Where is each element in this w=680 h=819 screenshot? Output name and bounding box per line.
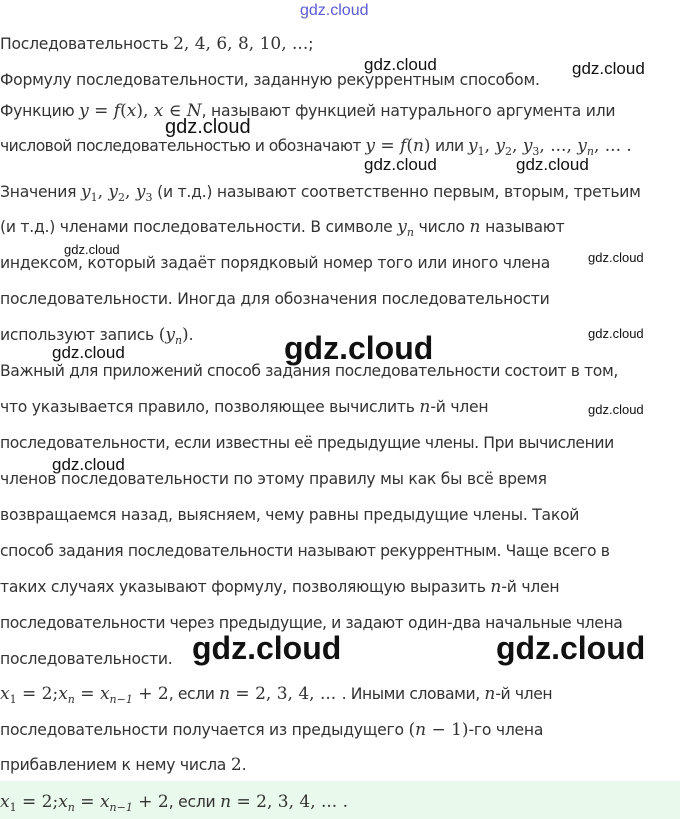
text-segment: .	[241, 756, 247, 774]
math-subscript: n	[67, 693, 75, 707]
math-subscript: n	[174, 334, 183, 348]
text-segment: -й член	[495, 685, 553, 703]
math-subscript: n−1	[109, 693, 133, 707]
text-line	[0, 101, 680, 121]
text-line	[0, 397, 680, 417]
math-op: ,	[97, 182, 109, 202]
watermark-text: gdz.cloud	[165, 116, 251, 138]
math-subscript: 3	[532, 145, 540, 159]
text-segment: или	[430, 137, 468, 155]
math-op: (	[406, 136, 413, 156]
math-subscript: 1	[90, 191, 98, 205]
text-segment: прибавлением к нему числа	[0, 756, 231, 774]
math-subscript: 1	[9, 801, 17, 815]
watermark-text: gdz.cloud	[588, 402, 644, 417]
math-op: , ... .	[593, 136, 632, 156]
math-var: x	[126, 101, 137, 121]
math-op: ,	[484, 136, 496, 156]
math-op: + 2	[132, 684, 169, 704]
text-segment: -й член	[501, 578, 560, 596]
math-op: )	[423, 136, 431, 156]
math-var: y	[365, 136, 375, 156]
math-var: y	[108, 182, 119, 202]
math-var: n	[469, 217, 481, 237]
math-op: =	[88, 101, 114, 121]
text-line	[0, 684, 680, 710]
math-op: =	[374, 136, 401, 156]
text-segment: последовательности, если известны её предыдущие члены. При вычислении	[0, 434, 614, 452]
math-op: = 2, 3, 4, ...	[230, 684, 342, 704]
math-var: f	[400, 136, 407, 156]
math-var: x	[58, 684, 68, 704]
text-line	[0, 182, 680, 208]
math-subscript: 2	[118, 191, 126, 205]
text-segment: Формулу последовательности, заданную рекуррентным способом.	[0, 71, 540, 89]
math-var: y	[135, 182, 146, 202]
text-segment: (и т.д.) называют соответственно первым, вторым, третьим	[152, 183, 641, 201]
text-segment: -й член	[430, 398, 489, 416]
text-segment: индексом, который задаёт порядковый номер того или иного члена	[0, 254, 551, 272]
watermark-text: gdz.cloud	[516, 155, 589, 174]
text-line	[0, 577, 680, 597]
text-line	[0, 505, 680, 525]
watermark-text: gdz.cloud	[300, 2, 369, 19]
text-segment: Функцию	[0, 102, 80, 120]
text-line	[0, 755, 680, 775]
math-subscript: 1	[9, 693, 17, 707]
math-op: , ...,	[539, 136, 578, 156]
math-op: − 1)	[426, 720, 469, 740]
math-subscript: n	[67, 801, 75, 815]
math-segment: 2, 4, 6, 8, 10, ...	[173, 34, 309, 54]
text-line	[0, 792, 680, 818]
watermark-text: gdz.cloud	[588, 250, 644, 265]
text-segment: последовательности получается из предыдущего	[0, 721, 409, 739]
text-segment: таких случаях указывают формулу, позволяющую выразить	[0, 578, 491, 596]
math-op: .	[342, 792, 349, 812]
text-segment: , если	[168, 685, 220, 703]
math-var: n	[219, 684, 231, 704]
watermark-text: gdz.cloud	[64, 242, 120, 257]
text-segment: , называют функцией натурального аргумента или	[201, 102, 616, 120]
text-segment: Значения	[0, 183, 81, 201]
text-segment: членов последовательности по этому правилу мы как бы всё время	[0, 470, 547, 488]
math-op: =	[74, 684, 100, 704]
math-value: 2	[230, 755, 242, 775]
text-segment: числовой последовательностью и обозначают	[0, 137, 366, 155]
math-var: y	[80, 182, 91, 202]
math-var: x	[58, 792, 68, 812]
watermark-text: gdz.cloud	[588, 326, 644, 341]
text-segment: Последовательность	[0, 35, 174, 53]
math-var: x	[153, 101, 164, 121]
math-op: ,	[512, 136, 523, 156]
text-line	[0, 720, 680, 740]
text-segment: (и т.д.) членами последовательности. В символе	[0, 218, 398, 236]
text-line	[0, 217, 680, 243]
text-segment: число	[413, 218, 470, 236]
math-var: N	[186, 101, 202, 121]
math-var: n	[412, 136, 424, 156]
text-segment: ;	[308, 35, 314, 53]
text-segment: -го члена	[468, 721, 544, 739]
math-var: y	[79, 101, 89, 121]
math-op: = 2;	[16, 684, 59, 704]
math-subscript: n−1	[109, 801, 133, 815]
math-var: x	[0, 792, 10, 812]
math-var: n	[484, 684, 496, 704]
math-var: x	[99, 792, 110, 812]
math-op: = 2;	[16, 792, 59, 812]
math-var: n	[220, 792, 232, 812]
math-var: y	[495, 136, 505, 156]
math-var: y	[467, 136, 478, 156]
watermark-text: gdz.cloud	[364, 55, 437, 74]
text-line	[0, 289, 680, 309]
math-op: ∈	[163, 101, 187, 121]
math-subscript: 1	[477, 145, 485, 159]
math-op: ),	[136, 101, 154, 121]
math-var: n	[419, 397, 431, 417]
math-op: (	[158, 325, 166, 345]
math-var: n	[415, 720, 427, 740]
text-segment: Важный для приложений способ задания последовательности состоит в том,	[0, 362, 618, 380]
watermark-text: gdz.cloud	[52, 343, 125, 362]
math-subscript: 3	[145, 191, 153, 205]
watermark-text: gdz.cloud	[52, 455, 125, 474]
text-segment: возвращаемся назад, выясняем, чему равны предыдущие члены. Такой	[0, 506, 580, 524]
math-subscript: n	[586, 145, 594, 159]
text-line	[0, 34, 680, 54]
math-var: y	[522, 136, 533, 156]
watermark-text: gdz.cloud	[192, 630, 342, 666]
text-segment: .	[188, 326, 194, 344]
text-segment: используют запись	[0, 326, 159, 344]
math-op: )	[182, 325, 189, 345]
text-segment: , если	[168, 793, 221, 811]
text-segment: что указывается правило, позволяющее вычислить	[0, 398, 420, 416]
math-var: f	[113, 101, 121, 121]
math-var: y	[577, 136, 587, 156]
text-segment: последовательности. Иногда для обозначения последовательности	[0, 290, 550, 308]
text-segment: последовательности.	[0, 650, 173, 668]
watermark-text: gdz.cloud	[572, 59, 645, 78]
text-segment: последовательности через предыдущие, и задают один-два начальные члена	[0, 614, 623, 632]
math-op: ,	[125, 182, 136, 202]
text-line	[0, 433, 680, 453]
watermark-text: gdz.cloud	[284, 330, 434, 366]
text-segment: называют	[480, 218, 565, 236]
watermark-text: gdz.cloud	[364, 155, 437, 174]
text-segment: способ задания последовательности называют рекуррентным. Чаще всего в	[0, 542, 610, 560]
math-var: x	[99, 684, 110, 704]
math-subscript: 2	[505, 145, 512, 159]
watermark-text: gdz.cloud	[496, 630, 646, 666]
text-segment: . Иными словами,	[341, 685, 485, 703]
text-line	[0, 541, 680, 561]
math-var: y	[165, 325, 175, 345]
math-subscript: n	[406, 226, 414, 240]
math-op: + 2	[132, 792, 169, 812]
math-op: =	[74, 792, 100, 812]
math-op: (	[408, 720, 416, 740]
math-op: = 2, 3, 4, ...	[231, 792, 343, 812]
math-op: (	[120, 101, 127, 121]
math-var: y	[397, 217, 407, 237]
math-var: x	[0, 684, 10, 704]
math-var: n	[490, 577, 502, 597]
